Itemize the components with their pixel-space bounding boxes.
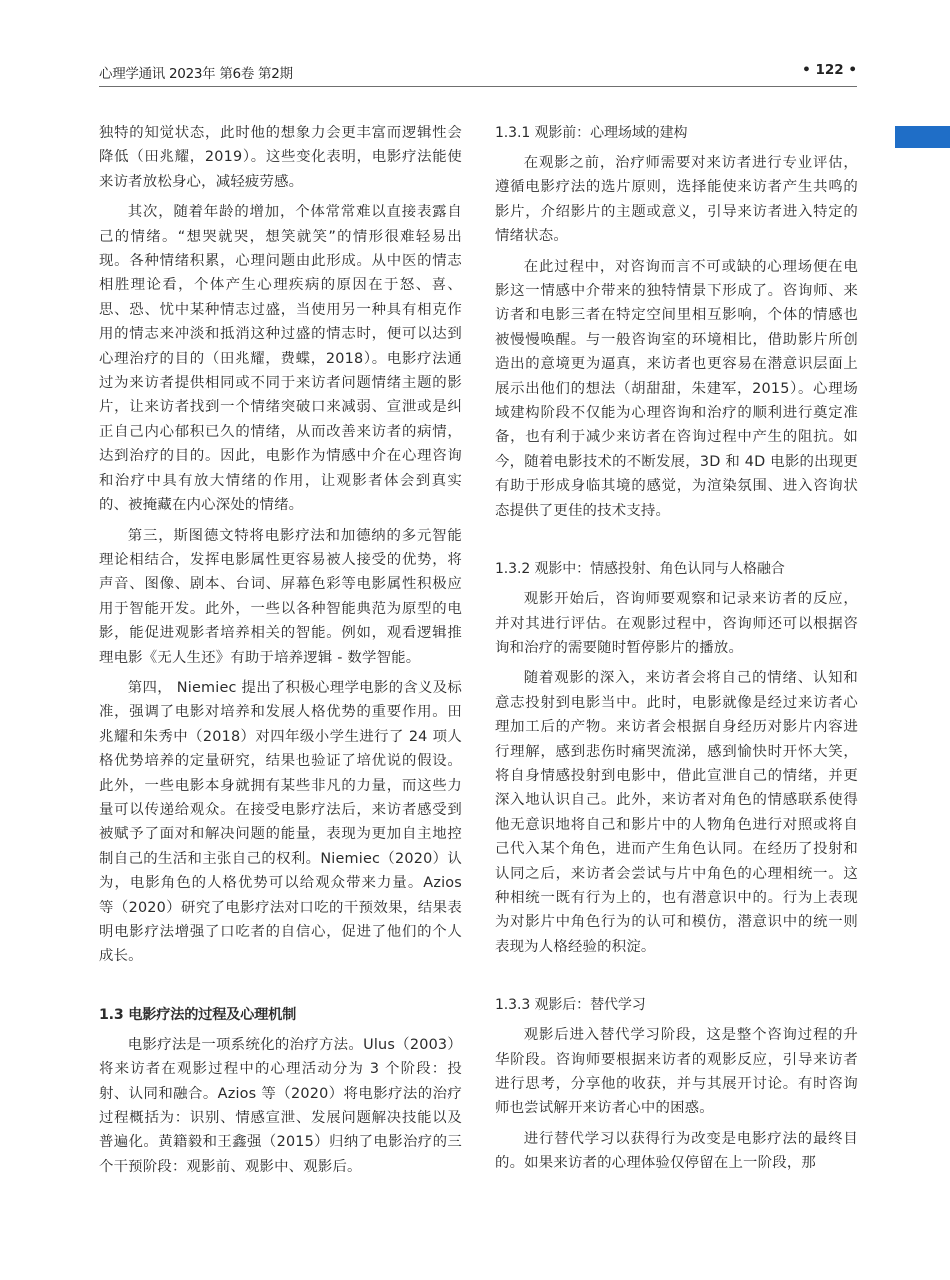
paragraph: 第三，斯图德文特将电影疗法和加德纳的多元智能理论相结合，发挥电影属性更容易被人接受的优势，将声音、图像、剧本、台词、屏幕色彩等电影属性积极应用于智能开发。此外，一些以各种智能典范为原型的电影，能促进观影者培养相关的智能。例如，观看逻辑推理电影《无人生还》有助于培养逻辑 - 数学智能。 xyxy=(99,527,462,666)
paragraph: 观影开始后，咨询师要观察和记录来访者的反应，并对其进行评估。在观影过程中，咨询师还可以根据咨询和治疗的需要随时暂停影片的播放。 xyxy=(495,591,858,656)
header-divider xyxy=(99,86,857,87)
section-tab-marker xyxy=(895,126,950,148)
paragraph: 在观影之前，治疗师需要对来访者进行专业评估，遵循电影疗法的选片原则，选择能使来访者产生共鸣的影片，介绍影片的主题或意义，引导来访者进入特定的情绪状态。 xyxy=(495,155,858,245)
subsection-heading-1-3-3: 1.3.3 观影后：替代学习 xyxy=(495,997,646,1014)
subsection-heading-1-3-2: 1.3.2 观影中：情感投射、角色认同与人格融合 xyxy=(495,561,785,578)
right-column xyxy=(495,121,858,1182)
paragraph: 其次，随着年龄的增加，个体常常难以直接表露自己的情绪。“想哭就哭，想笑就笑”的情形很难轻易出现。各种情绪积累，心理问题由此形成。从中医的情志相胜理论看，个体产生心理疾病的原因在于怒、喜、思、恐、忧中某种情志过盛，当使用另一种具有相克作用的情志来冲淡和抵消这种过盛的情志时，便可以达到心理治疗的目的（田兆耀，费蝶，2018）。电影疗法通过为来访者提供相同或不同于来访者问题情绪主题的影片，让来访者找到一个情绪突破口来减弱、宣泄或是纠正自己内心郁积已久的情绪，从而改善来访者的病情，达到治疗的目的。因此，电影作为情感中介在心理咨询和治疗中具有放大情绪的作用，让观影者体会到真实的、被掩藏在内心深处的情绪。 xyxy=(99,204,462,514)
running-header xyxy=(99,62,857,84)
paragraph: 第四， Niemiec 提出了积极心理学电影的含义及标准，强调了电影对培养和发展人格优势的重要作用。田兆耀和朱秀中（2018）对四年级小学生进行了 24 项人格优势培养的定量研究，结果也验证了培优说的假设。此外，一些电影本身就拥有某些非凡的力量，而这些力量可以传递给观众。在接受电影疗法后，来访者感受到被赋予了面对和解决问题的能量，表现为更加自主地控制自己的生活和主张自己的权利。Niemiec（2020）认为，电影角色的人格优势可以给观众带来力量。Azios 等（2020）研究了电影疗法对口吃的干预效果，结果表明电影疗法增强了口吃者的自信心，促进了他们的个人成长。 xyxy=(99,679,462,965)
paragraph: 进行替代学习以获得行为改变是电影疗法的最终目的。如果来访者的心理体验仅停留在上一阶段，那 xyxy=(495,1130,858,1172)
paragraph: 电影疗法是一项系统化的治疗方法。Ulus（2003）将来访者在观影过程中的心理活动分为 3 个阶段：投射、认同和融合。Azios 等（2020）将电影疗法的治疗过程概括为：识别、情感宣泄、发展问题解决技能以及普遍化。黄籍毅和王鑫强（2015）归纳了电影治疗的三个干预阶段：观影前、观影中、观影后。 xyxy=(99,1036,462,1175)
section-heading-1-3: 1.3 电影疗法的过程及心理机制 xyxy=(99,1006,297,1023)
subsection-heading-1-3-1: 1.3.1 观影前：心理场域的建构 xyxy=(495,125,688,141)
paragraph: 独特的知觉状态，此时他的想象力会更丰富而逻辑性会降低（田兆耀，2019）。这些变化表明，电影疗法能使来访者放松身心，减轻疲劳感。 xyxy=(99,125,462,190)
paragraph: 随着观影的深入，来访者会将自己的情绪、认知和意志投射到电影当中。此时，电影就像是经过来访者心理加工后的产物。来访者会根据自身经历对影片内容进行理解，感到悲伤时痛哭流涕，感到愉快时开怀大笑，将自身情感投射到电影中，借此宣泄自己的情绪，并更深入地认识自己。此外，来访者对角色的情感联系使得他无意识地将自己和影片中的人物角色进行对照或将自己代入某个角色，进而产生角色认同。在经历了投射和认同之后，来访者会尝试与片中角色的心理相统一。这种相统一既有行为上的，也有潜意识中的。行为上表现为对影片中角色行为的认可和模仿，潜意识中的统一则表现为人格经验的积淀。 xyxy=(495,670,858,955)
paragraph: 在此过程中，对咨询而言不可或缺的心理场便在电影这一情感中介带来的独特情景下形成了。咨询师、来访者和电影三者在特定空间里相互影响，个体的情感也被慢慢唤醒。与一般咨询室的环境相比，借助影片所创造出的意境更为逼真，来访者也更容易在潜意识层面上展示出他们的想法（胡甜甜，朱建军，2015）。心理场域建构阶段不仅能为心理咨询和治疗的顺利进行奠定准备，也有利于减少来访者在咨询过程中产生的阻抗。如今，随着电影技术的不断发展，3D 和 4D 电影的出现更有助于形成身临其境的感觉，为渲染氛围、进入咨询状态提供了更佳的技术支持。 xyxy=(495,258,858,519)
journal-citation: 心理学通讯 2023年 第6卷 第2期 xyxy=(99,66,293,82)
paragraph: 观影后进入替代学习阶段，这是整个咨询过程的升华阶段。咨询师要根据来访者的观影反应，引导来访者进行思考，分享他的收获，并与其展开讨论。有时咨询师也尝试解开来访者心中的困惑。 xyxy=(495,1027,858,1117)
left-column xyxy=(99,121,462,1185)
page-number: • 122 • xyxy=(802,62,857,78)
